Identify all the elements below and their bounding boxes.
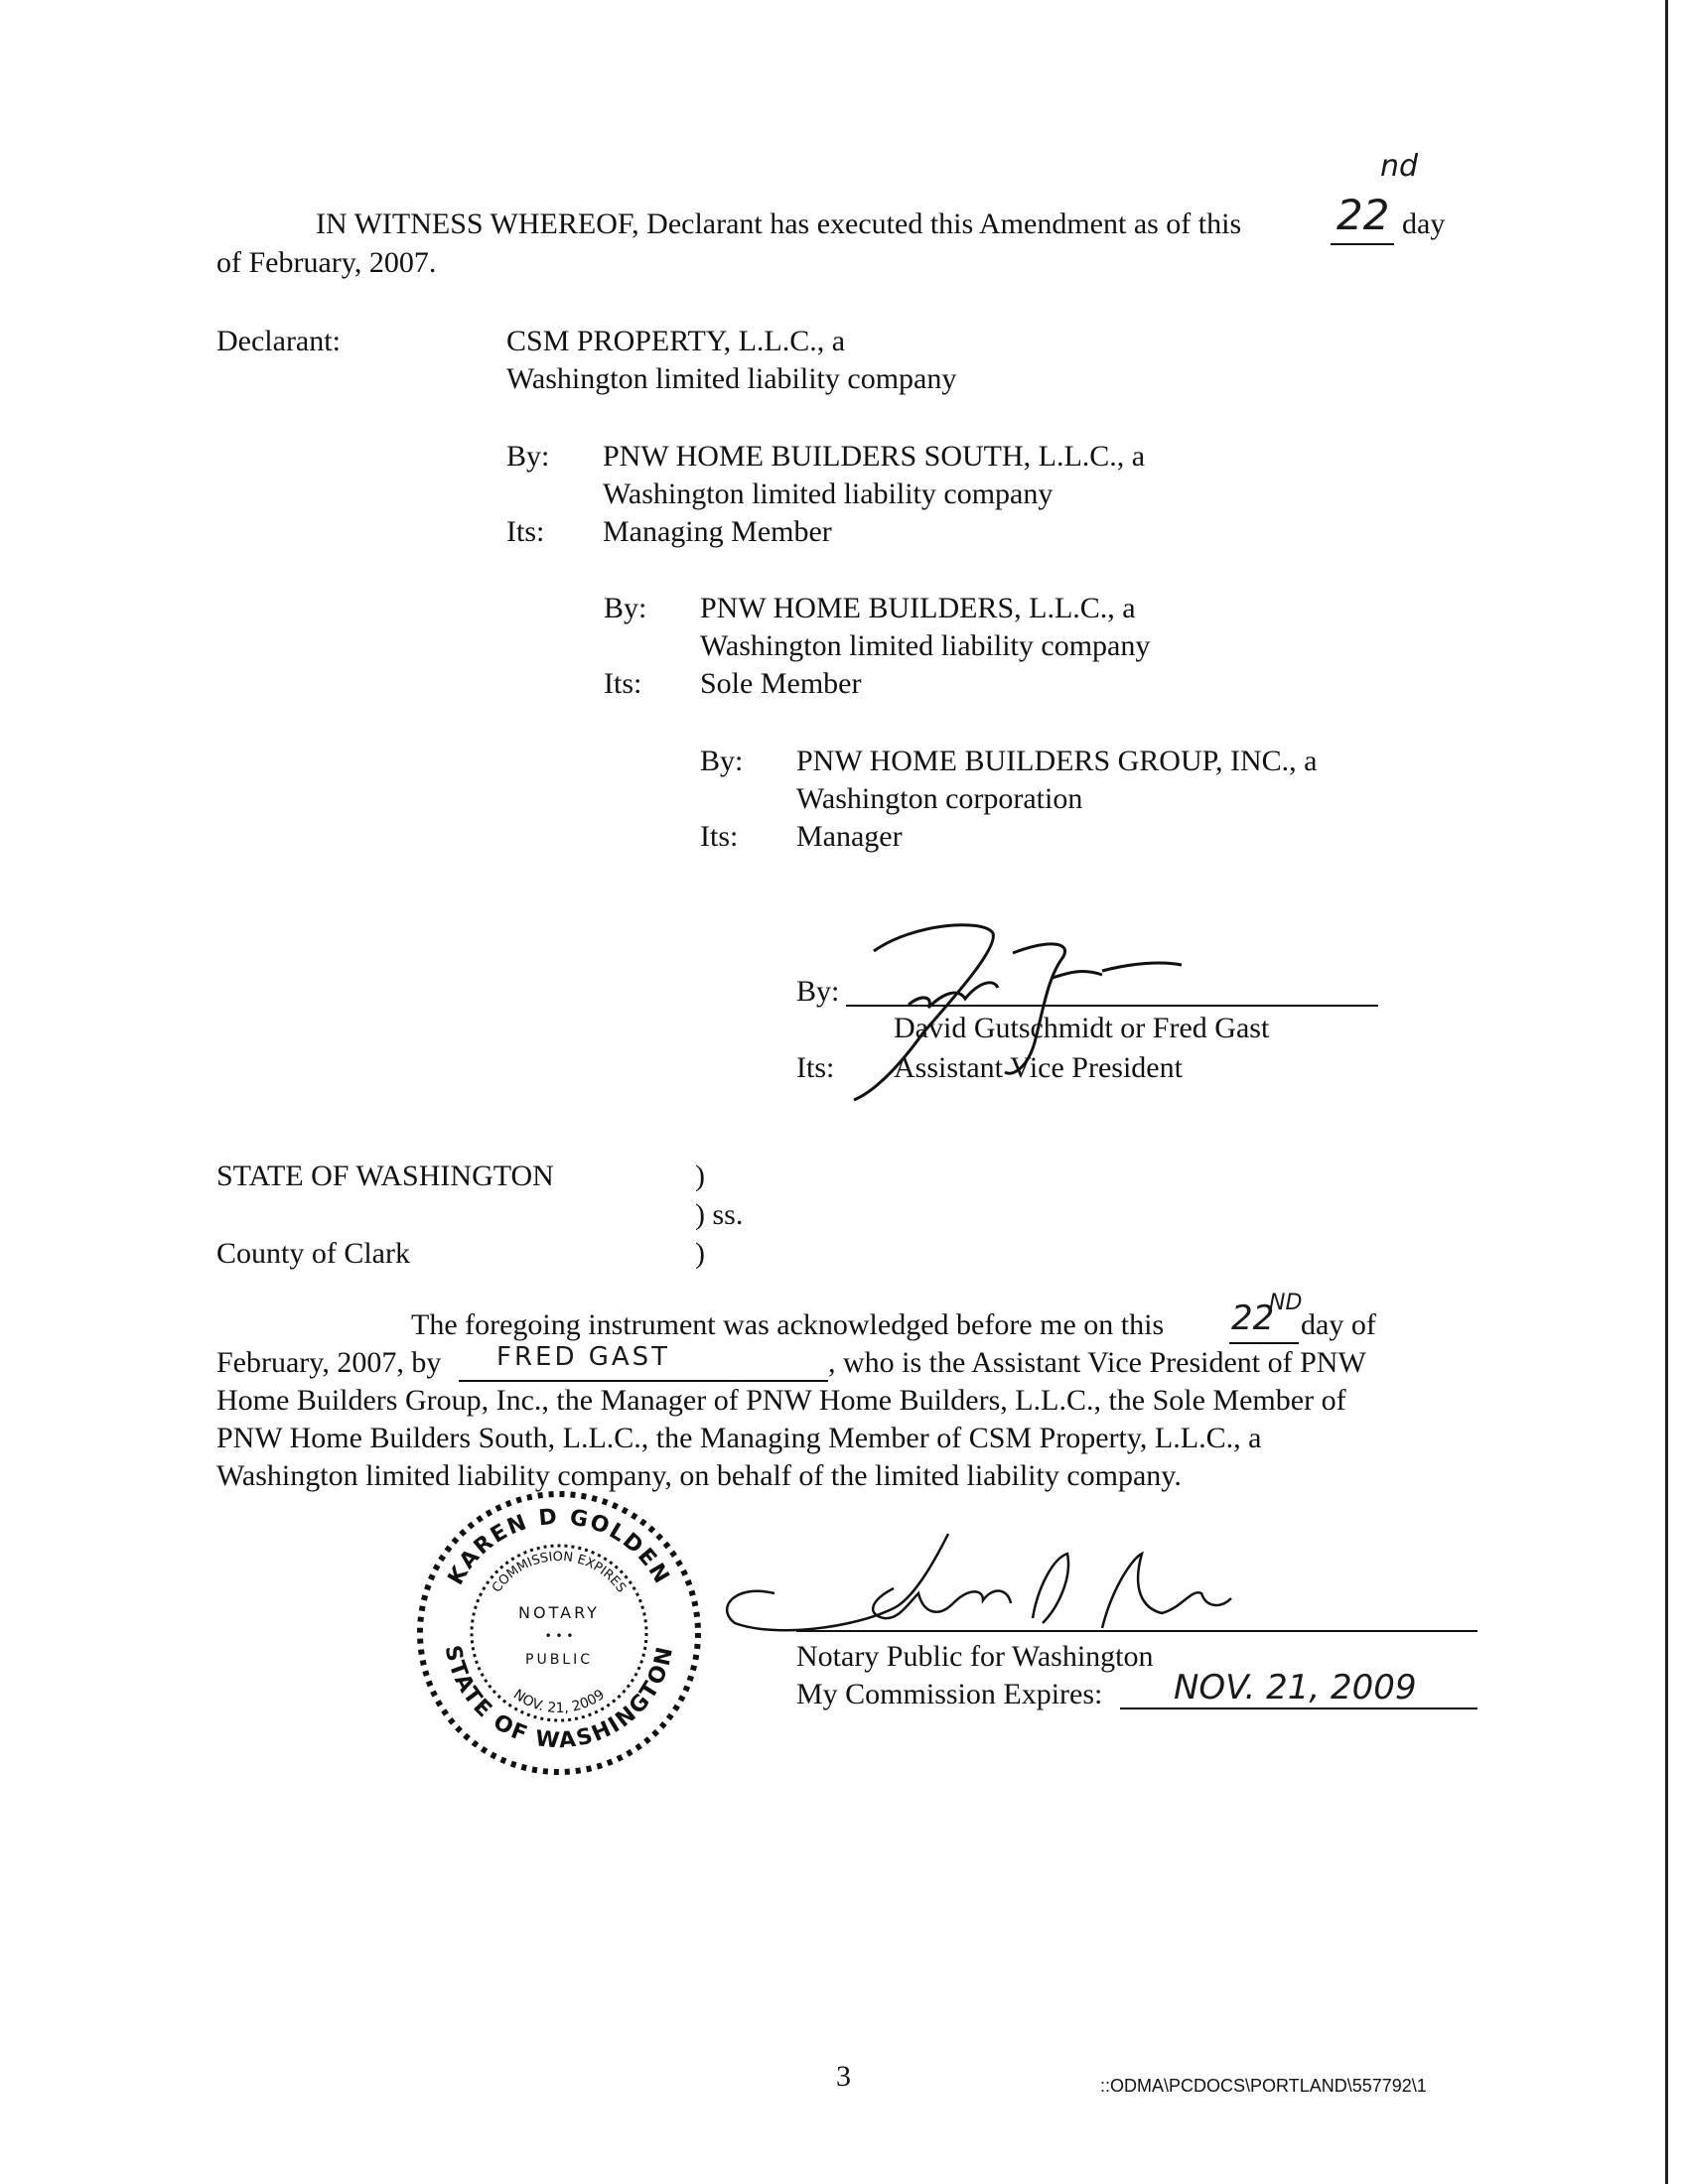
notary-expires-line (1120, 1707, 1477, 1709)
seal-center-2: PUBLIC (525, 1652, 593, 1668)
witness-day-handwritten: 22 (1336, 191, 1390, 239)
notary-label-2: My Commission Expires: (796, 1678, 1103, 1710)
declarant-label: Declarant: (216, 325, 341, 357)
chain-1-type: Washington limited liability company (603, 478, 1054, 510)
ack-line3: Home Builders Group, Inc., the Manager of PNW Home Builders, L.L.C., the Sole Member of (216, 1384, 1346, 1417)
chain-2-by-label: By: (604, 592, 647, 624)
venue-paren-1: ) (695, 1160, 705, 1192)
ack-line1-post: day of (1301, 1308, 1376, 1341)
signatory-by-label: By: (796, 975, 840, 1008)
chain-2-its-label: Its: (604, 667, 642, 700)
page-number: 3 (836, 2060, 851, 2093)
chain-1-name: PNW HOME BUILDERS SOUTH, L.L.C., a (603, 440, 1146, 473)
venue-ss: ) ss. (695, 1198, 744, 1231)
seal-bottom-arc: STATE OF WASHINGTON (439, 1643, 679, 1754)
ack-day-suffix-handwritten: ND (1269, 1291, 1303, 1315)
chain-1-role: Managing Member (603, 515, 832, 548)
chain-2-name: PNW HOME BUILDERS, L.L.C., a (700, 592, 1136, 624)
ack-line1-pre: The foregoing instrument was acknowledged before me on this (411, 1308, 1165, 1341)
chain-1-its-label: Its: (506, 515, 545, 548)
ack-line2-pre: February, 2007, by (216, 1346, 442, 1379)
doc-code: ::ODMA\PCDOCS\PORTLAND\557792\1 (1100, 2076, 1427, 2096)
signatory-title: Assistant Vice President (894, 1051, 1183, 1084)
seal-inner-bottom: NOV. 21, 2009 (510, 1687, 608, 1717)
chain-3-role: Manager (796, 820, 903, 853)
ack-line5: Washington limited liability company, on behalf of the limited liability company. (216, 1459, 1182, 1492)
ack-line2-post: , who is the Assistant Vice President of PNW (828, 1346, 1366, 1379)
chain-2-role: Sole Member (700, 667, 862, 700)
venue-paren-3: ) (695, 1237, 705, 1270)
witness-line2: of February, 2007. (216, 246, 437, 279)
chain-3-name: PNW HOME BUILDERS GROUP, INC., a (796, 745, 1318, 777)
declarant-type: Washington limited liability company (506, 362, 957, 395)
ack-line4: PNW Home Builders South, L.L.C., the Managing Member of CSM Property, L.L.C., a (216, 1422, 1262, 1454)
venue-county: County of Clark (216, 1237, 410, 1270)
signatory-its-label: Its: (796, 1051, 835, 1084)
seal-center-dots: • • • (544, 1629, 574, 1643)
witness-day-suffix-handwritten: nd (1380, 149, 1419, 184)
ack-name-handwritten: FRED GAST (496, 1342, 671, 1372)
seal-top-arc: KAREN D GOLDEN (443, 1504, 675, 1590)
venue-state: STATE OF WASHINGTON (216, 1160, 554, 1192)
ack-day-handwritten: 22 (1231, 1298, 1275, 1338)
chain-3-by-label: By: (700, 745, 744, 777)
seal-center-1: NOTARY (518, 1603, 600, 1622)
signatory-name: David Gutschmidt or Fred Gast (894, 1012, 1270, 1044)
seal-inner-top: COMMISSION EXPIRES (490, 1549, 630, 1596)
notary-signature-line (796, 1630, 1477, 1632)
witness-lead: IN WITNESS WHEREOF, Declarant has executed this Amendment as of this (316, 207, 1242, 240)
notary-label-1: Notary Public for Washington (796, 1640, 1154, 1673)
notary-expires-handwritten: NOV. 21, 2009 (1174, 1668, 1417, 1707)
chain-3-its-label: Its: (700, 820, 739, 853)
chain-3-type: Washington corporation (796, 782, 1083, 815)
witness-day-word: day (1402, 207, 1446, 240)
chain-1-by-label: By: (506, 440, 550, 473)
declarant-name: CSM PROPERTY, L.L.C., a (506, 325, 846, 357)
chain-2-type: Washington limited liability company (700, 629, 1151, 662)
